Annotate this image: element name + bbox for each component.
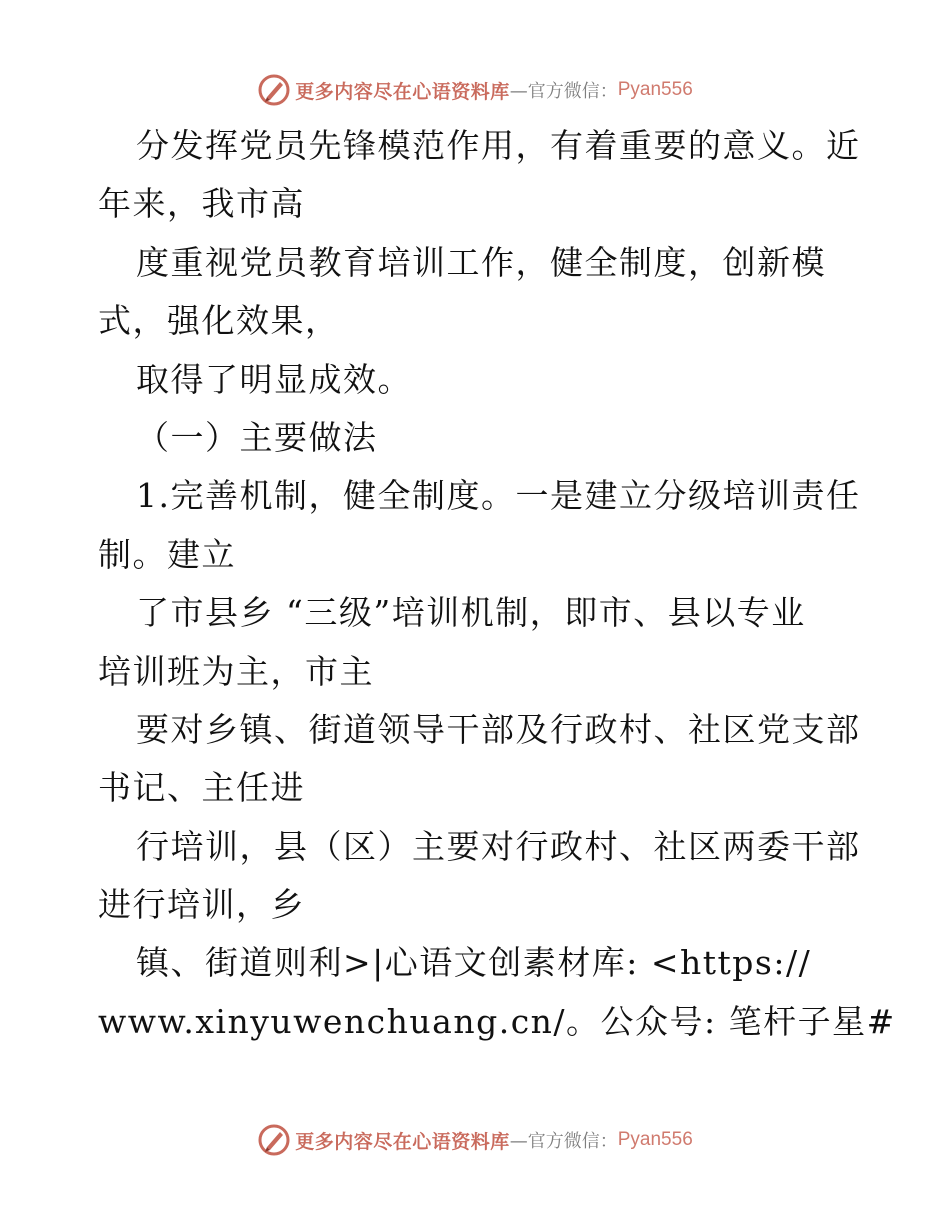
text-line: 书记、主任进 <box>98 768 305 808</box>
text-line: 取得了明显成效。 <box>136 359 412 399</box>
pen-logo-icon <box>257 73 291 107</box>
text-line: 要对乡镇、街道领导干部及行政村、社区党支部 <box>136 709 861 749</box>
text-line: 培训班为主，市主 <box>98 651 374 691</box>
text-line: 制。建立 <box>98 534 236 574</box>
text-line: （一）主要做法 <box>136 417 378 457</box>
text-line: 分发挥党员先锋模范作用，有着重要的意义。近 <box>136 126 861 165</box>
text-line: 镇、街道则利>|心语文创素材库: <https:// <box>136 943 812 983</box>
text-line: 1.完善机制，健全制度。一是建立分级培训责任 <box>136 476 861 516</box>
text-line: 年来，我市高 <box>98 184 305 224</box>
footer-banner <box>0 1120 950 1160</box>
banner-sub-text: —官方微信： <box>509 81 618 102</box>
header-banner <box>0 70 950 110</box>
banner-handle: Pyan556 <box>617 1129 693 1150</box>
text-line: 了市县乡 “三级”培训机制，即市、县以专业 <box>136 593 806 633</box>
text-line: 进行培训，乡 <box>98 885 305 925</box>
banner-main-text: 更多内容尽在心语资料库 <box>295 80 510 103</box>
document-body <box>98 117 896 1051</box>
text-line: 行培训，县（区）主要对行政村、社区两委干部 <box>136 826 861 866</box>
pen-logo-icon <box>257 1123 291 1157</box>
banner-sub-text: —官方微信： <box>509 1131 618 1152</box>
text-line: 度重视党员教育培训工作，健全制度，创新模 <box>136 242 826 282</box>
text-line: www.xinyuwenchuang.cn/。公众号: 笔杆子星# <box>98 1001 896 1041</box>
banner-main-text: 更多内容尽在心语资料库 <box>295 1130 510 1153</box>
banner-handle: Pyan556 <box>617 79 693 100</box>
text-line: 式，强化效果， <box>98 301 340 341</box>
